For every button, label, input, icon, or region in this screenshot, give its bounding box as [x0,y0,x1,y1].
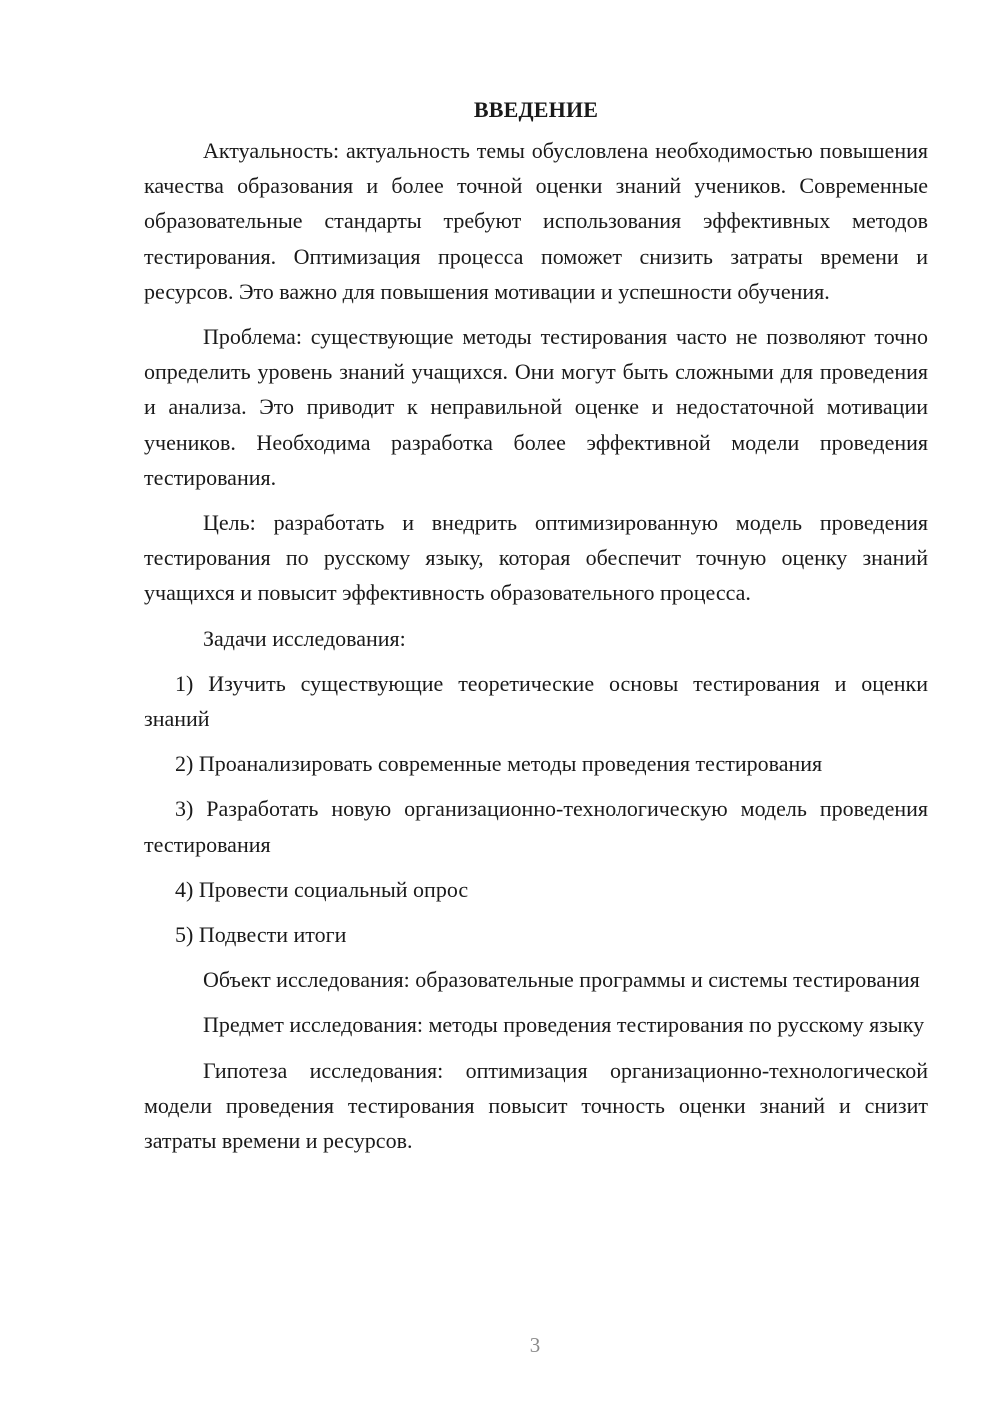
paragraph-subject: Предмет исследования: методы проведения тестирования по русскому языку [203,1012,925,1038]
paragraph-problem: Проблема: существующие методы тестирования часто не позволяют точно определить уровень знаний учащихся. Они могут быть сложными для проведения и анализа. Это приводит к неправильной оценке и недостаточной мотивации учеников. Необходима разработка более эффективной модели проведения тестирования. [144,324,928,490]
paragraph-goal: Цель: разработать и внедрить оптимизированную модель проведения тестирования по русскому языку, которая обеспечит точную оценку знаний учащихся и повысит эффективность образовательного процесса. [144,510,928,606]
task-item-1: 1) Изучить существующие теоретические основы тестирования и оценки знаний [144,670,928,732]
paragraph-object: Объект исследования: образовательные программы и системы тестирования [203,967,920,993]
paragraph-relevance: Актуальность: актуальность темы обусловлена необходимостью повышения качества образования и более точной оценки знаний учеников. Современные образовательные стандарты требуют использования эффективных методов тестирования. Оптимизация процесса поможет снизить затраты времени и ресурсов. Это важно для повышения мотивации и успешности обучения. [144,138,928,304]
tasks-heading: Задачи исследования: [203,625,406,651]
task-item-2: 2) Проанализировать современные методы проведения тестирования [175,751,823,777]
paragraph-hypothesis: Гипотеза исследования: оптимизация организационно-технологической модели проведения тестирования повысит точность оценки знаний и снизит затраты времени и ресурсов. [144,1057,928,1154]
page-number: 3 [529,1333,541,1357]
task-item-4: 4) Провести социальный опрос [175,876,469,902]
task-item-3: 3) Разработать новую организационно-технологическую модель проведения тестирования [144,796,928,857]
section-title: ВВЕДЕНИЕ [473,97,599,122]
task-item-5: 5) Подвести итоги [175,922,347,948]
document-page [144,92,928,1168]
